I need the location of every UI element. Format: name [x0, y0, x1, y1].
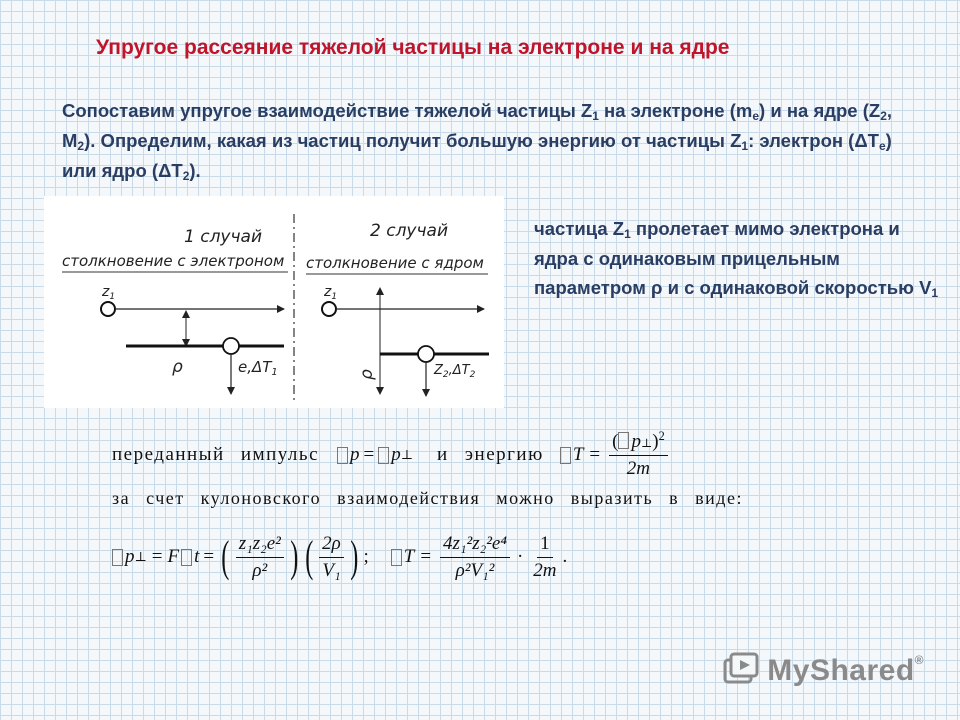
intro-sub: e	[878, 139, 886, 153]
fraction-den: 2m	[533, 559, 557, 581]
formula-p: p	[125, 546, 135, 567]
formula-text-impulse: переданный импульс	[112, 444, 320, 465]
intro-sub: 1	[592, 109, 599, 123]
case1-electron-label: $e,\Delta T_1$	[238, 358, 278, 378]
fraction-force	[236, 533, 284, 582]
case2-subtitle: столкновение с ядром	[306, 254, 484, 272]
formula-F: F	[167, 546, 180, 567]
formula-eq: =	[363, 444, 375, 465]
missing-glyph-box	[181, 549, 192, 566]
fraction-num: ( p⊥)$^2$	[609, 431, 668, 456]
fraction-num: 1	[537, 533, 553, 558]
collision-diagram	[44, 196, 504, 408]
formula-p: p	[350, 444, 360, 465]
collision-diagram-svg	[44, 196, 504, 408]
case1-title: 1 случай	[184, 227, 263, 247]
missing-glyph-box	[560, 447, 571, 464]
fraction-transfer	[440, 533, 510, 582]
intro-text: ).	[189, 160, 201, 181]
case1-electron-circle	[223, 338, 239, 354]
formula-p: p	[631, 430, 641, 452]
intro-text: ) или ядро (ΔT	[62, 130, 892, 181]
formula-T: T	[403, 546, 415, 567]
formula-perp: ⊥	[400, 447, 413, 462]
case2-nucleus-circle	[418, 346, 434, 362]
formula-semicolon: ;	[363, 546, 369, 567]
fraction-time	[319, 533, 344, 582]
formula-dot: ·	[516, 546, 524, 567]
intro-sub: 1	[741, 139, 749, 153]
missing-glyph-box	[391, 549, 402, 566]
case1-particle-label: $z_1$	[102, 284, 116, 302]
fraction-den: ρ²V₁²	[455, 559, 495, 581]
intro-sub: e	[752, 109, 760, 123]
fraction-mass	[530, 533, 559, 582]
formula-eq: =	[420, 546, 432, 567]
case2-title: 2 случай	[370, 221, 449, 241]
formula-eq: =	[203, 546, 215, 567]
formula-line-3	[112, 518, 567, 596]
intro-text: : электрон (ΔT	[748, 130, 879, 151]
intro-sub: 2	[880, 109, 887, 123]
fraction-den: ρ²	[252, 559, 268, 581]
fraction-num: 2ρ	[319, 533, 344, 558]
formula-line-1	[112, 426, 671, 484]
missing-glyph-box	[112, 549, 123, 566]
intro-sub: 2	[182, 169, 190, 183]
case2-particle-circle	[322, 302, 336, 316]
case1-rho-label: ρ	[172, 357, 183, 377]
case1-subtitle: столкновение с электроном	[62, 252, 285, 270]
slide-title: Упругое рассеяние тяжелой частицы на электроне и на ядре	[96, 36, 730, 59]
intro-text: ). Определим, какая из частиц получит большую энергию от частицы Z	[84, 130, 742, 151]
formula-line-2: за счет кулоновского взаимодействия можно выразить в виде:	[112, 488, 743, 508]
myshared-logo-icon	[721, 650, 761, 690]
fraction-den: V₁	[322, 559, 341, 581]
watermark	[721, 650, 924, 690]
intro-text: ) и на ядре (Z	[759, 100, 881, 121]
missing-glyph-box	[337, 447, 348, 464]
formula-eq: =	[151, 546, 163, 567]
missing-glyph-box	[618, 432, 629, 449]
intro-text: Сопоставим упругое взаимодействие тяжелой частицы Z	[62, 100, 593, 121]
paren-left: (	[221, 532, 230, 581]
case1-particle-circle	[101, 302, 115, 316]
missing-glyph-box	[378, 447, 389, 464]
formula-2m: 2m	[626, 457, 651, 479]
paren-right: )	[350, 532, 359, 581]
paren-right: )	[290, 532, 299, 581]
case2-rho-label: ρ	[357, 369, 377, 380]
formula-period: .	[562, 546, 568, 567]
side-note-text: частица Z	[534, 218, 625, 239]
formula-perp: ⊥	[134, 549, 147, 564]
formula-T: T	[572, 444, 584, 465]
fraction-energy	[609, 428, 668, 480]
paren-left: (	[304, 532, 313, 581]
fraction-num: z₁z₂e²	[236, 533, 284, 558]
formula-p: p	[391, 444, 401, 465]
fraction-den	[624, 456, 653, 480]
formula-eq: =	[589, 444, 601, 465]
side-note-sub: 1	[931, 286, 939, 300]
formula-t: t	[194, 546, 200, 567]
intro-sub: 2	[77, 139, 85, 153]
fraction-num: 4z₁²z₂²e⁴	[440, 533, 510, 558]
side-note	[534, 214, 944, 303]
formula-text-energy: и энергию	[436, 444, 544, 465]
case2-nucleus-label: $Z_2,\Delta T_2$	[434, 363, 476, 380]
watermark-text: MyShared®	[767, 652, 924, 687]
intro-paragraph	[62, 96, 922, 186]
intro-text: , M	[62, 100, 893, 151]
case2-particle-label: $z_1$	[324, 284, 338, 302]
side-note-sub: 1	[624, 227, 631, 241]
intro-text: на электроне (m	[598, 100, 753, 121]
formula-perp: ⊥	[640, 435, 653, 450]
side-note-text: пролетает мимо электрона и ядра с одинаковым прицельным параметром ρ и с одинаковой скоростью V	[534, 218, 932, 298]
